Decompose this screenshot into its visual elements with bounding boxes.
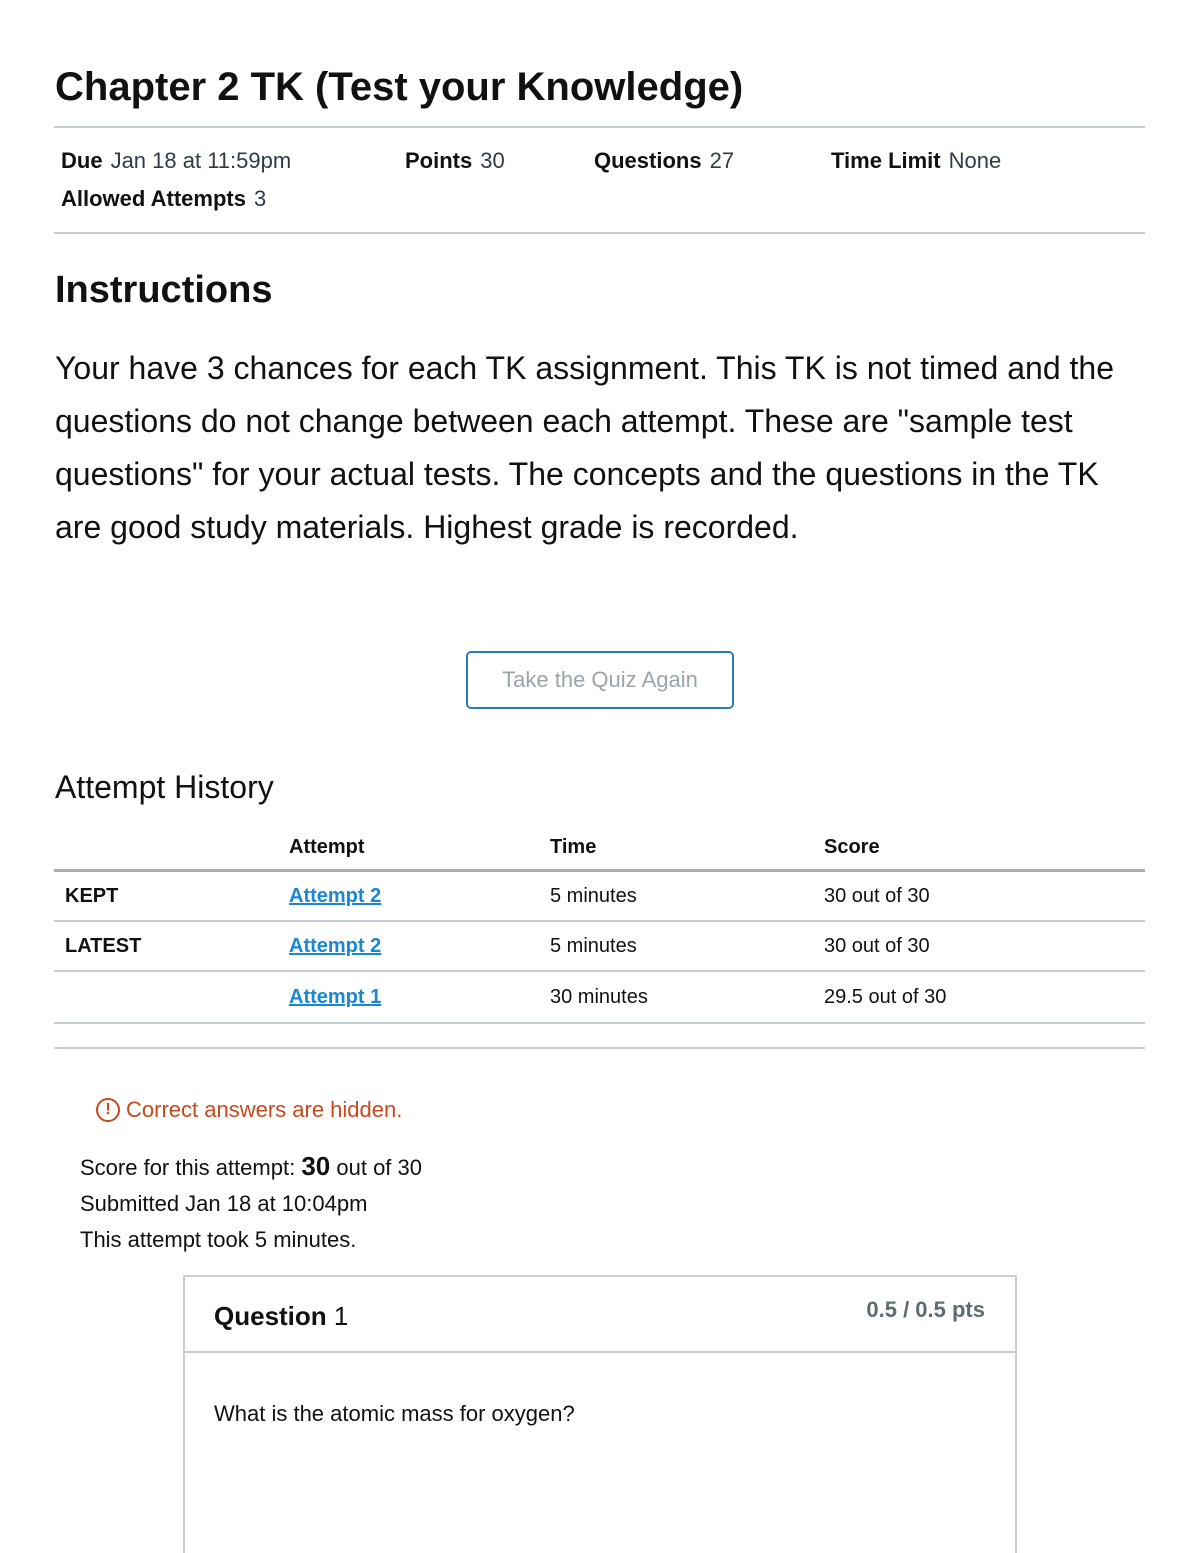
attempt-time: 5 minutes <box>550 884 637 907</box>
meta-due-label: Due <box>61 148 103 173</box>
meta-due-value: Jan 18 at 11:59pm <box>110 148 292 173</box>
meta-divider <box>54 232 1145 234</box>
score-prefix: Score for this attempt: <box>80 1155 296 1180</box>
meta-points-label: Points <box>405 148 473 173</box>
duration-line: This attempt took 5 minutes. <box>80 1227 357 1252</box>
score-value: 30 <box>301 1151 331 1181</box>
page-title: Chapter 2 TK (Test your Knowledge) <box>55 65 744 109</box>
score-suffix: out of 30 <box>336 1155 423 1180</box>
attempt-score: 30 out of 30 <box>824 884 930 907</box>
attempt-history-table <box>54 828 1145 1024</box>
question-header <box>185 1277 1015 1353</box>
meta-attempts <box>61 185 266 213</box>
attempt-score: 30 out of 30 <box>824 934 930 957</box>
instructions-heading: Instructions <box>55 269 273 311</box>
attempt-link[interactable]: Attempt 1 <box>289 985 382 1008</box>
meta-time-limit-value: None <box>948 148 1002 173</box>
meta-points <box>405 147 505 175</box>
meta-questions-value: 27 <box>709 148 735 173</box>
question-card <box>183 1275 1017 1553</box>
attempt-tag: KEPT <box>65 884 119 907</box>
meta-time-limit <box>831 147 1001 175</box>
meta-due <box>61 147 291 175</box>
table-row <box>54 972 1145 1024</box>
meta-time-limit-label: Time Limit <box>831 148 941 173</box>
question-label: Question <box>214 1301 327 1331</box>
attempt-history-heading: Attempt History <box>55 769 274 805</box>
question-title <box>214 1301 348 1332</box>
attempt-time: 30 minutes <box>550 985 648 1008</box>
attempt-link[interactable]: Attempt 2 <box>289 934 382 957</box>
history-divider <box>54 1047 1145 1049</box>
column-header-time: Time <box>550 836 597 858</box>
meta-questions-label: Questions <box>594 148 702 173</box>
instructions-text: Your have 3 chances for each TK assignment. This TK is not timed and the questions do not change between each attempt. These are "sample test questions" for your actual tests. The concepts and the questions in the TK are good study materials. Highest grade is recorded. <box>55 350 1114 545</box>
meta-attempts-value: 3 <box>253 186 267 211</box>
take-quiz-again-button[interactable]: Take the Quiz Again <box>466 651 734 709</box>
table-header <box>54 828 1145 872</box>
table-row <box>54 922 1145 972</box>
attempt-time: 5 minutes <box>550 934 637 957</box>
meta-points-value: 30 <box>480 148 505 173</box>
attempt-score: 29.5 out of 30 <box>824 985 947 1008</box>
meta-attempts-label: Allowed Attempts <box>61 186 246 211</box>
attempt-tag: LATEST <box>65 934 142 957</box>
table-row <box>54 872 1145 922</box>
column-header-score: Score <box>824 836 880 858</box>
question-text: What is the atomic mass for oxygen? <box>214 1401 575 1426</box>
question-number: 1 <box>333 1301 349 1331</box>
attempt-score-line <box>80 1151 422 1183</box>
correct-answers-hidden-notice <box>96 1096 402 1124</box>
meta-questions <box>594 147 734 175</box>
submitted-line: Submitted Jan 18 at 10:04pm <box>80 1191 368 1216</box>
warning-circle-icon: ! <box>96 1098 120 1122</box>
header-divider <box>54 126 1145 128</box>
notice-text: Correct answers are hidden. <box>126 1097 403 1122</box>
attempt-link[interactable]: Attempt 2 <box>289 884 382 907</box>
column-header-attempt: Attempt <box>289 836 365 858</box>
question-points: 0.5 / 0.5 pts <box>866 1297 985 1322</box>
